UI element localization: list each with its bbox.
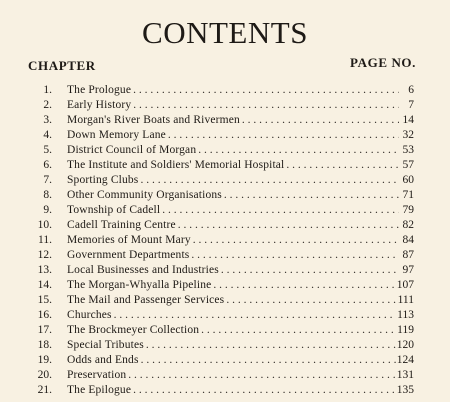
dot-leader [133, 83, 399, 98]
chapter-title: Down Memory Lane [67, 129, 166, 141]
dot-leader [168, 128, 399, 143]
toc-entry [0, 338, 450, 353]
chapter-number: 16. [37, 309, 52, 321]
dot-leader [146, 338, 396, 353]
dot-leader [242, 113, 399, 128]
chapter-title: Special Tributes [67, 339, 144, 351]
page-number: 111 [397, 294, 414, 306]
chapter-number: 1. [43, 84, 52, 96]
toc-entry-line [67, 143, 414, 158]
dot-leader [128, 368, 395, 383]
page-number: 32 [402, 129, 414, 141]
page-number: 60 [402, 174, 414, 186]
toc-entry [0, 368, 450, 383]
chapter-number: 5. [43, 144, 52, 156]
toc-entry-line [67, 278, 414, 293]
toc-entry [0, 383, 450, 398]
toc-entry-line [67, 98, 414, 113]
chapter-number: 20. [37, 369, 52, 381]
toc-entry [0, 188, 450, 203]
toc-entry-line [67, 128, 414, 143]
toc-entry-line [67, 383, 414, 398]
chapter-title: District Council of Morgan [67, 144, 197, 156]
chapter-number: 2. [43, 99, 52, 111]
toc-entry [0, 173, 450, 188]
toc-entry-line [67, 293, 414, 308]
toc-entry [0, 113, 450, 128]
toc-entry [0, 323, 450, 338]
toc-entry [0, 278, 450, 293]
toc-entry-line [67, 188, 414, 203]
page-number: 71 [402, 189, 414, 201]
chapter-number: 7. [43, 174, 52, 186]
chapter-title: The Brockmeyer Collection [67, 324, 200, 336]
toc-entry [0, 248, 450, 263]
dot-leader [140, 173, 399, 188]
chapter-column-header: CHAPTER [28, 58, 96, 73]
chapter-number: 12. [37, 249, 52, 261]
chapter-number: 14. [37, 279, 52, 291]
page-number: 7 [408, 99, 414, 111]
chapter-number: 6. [43, 159, 52, 171]
toc-entry-line [67, 308, 414, 323]
toc-entry [0, 143, 450, 158]
page-title: CONTENTS [142, 15, 308, 50]
dot-leader [191, 248, 399, 263]
chapter-title: Early History [67, 99, 132, 111]
dot-leader [178, 218, 399, 233]
chapter-number: 10. [37, 219, 52, 231]
toc-entry [0, 158, 450, 173]
toc-entry-line [67, 158, 414, 173]
chapter-title: Other Community Organisations [67, 189, 222, 201]
page-number: 79 [402, 204, 414, 216]
toc-entry [0, 98, 450, 113]
toc-entry [0, 263, 450, 278]
toc-entry [0, 83, 450, 98]
toc-entry [0, 218, 450, 233]
toc-entry-line [67, 353, 414, 368]
toc-entry-line [67, 233, 414, 248]
chapter-number: 3. [43, 114, 52, 126]
dot-leader [213, 278, 395, 293]
chapter-title: Sporting Clubs [67, 174, 139, 186]
chapter-title: Township of Cadell [67, 204, 161, 216]
dot-leader [133, 98, 399, 113]
chapter-title: Churches [67, 309, 112, 321]
dot-leader [224, 188, 399, 203]
chapter-title: The Prologue [67, 84, 132, 96]
dot-leader [198, 143, 399, 158]
page-number: 124 [396, 354, 414, 366]
chapter-title: Cadell Training Centre [67, 219, 176, 231]
chapter-number: 4. [43, 129, 52, 141]
dot-leader [226, 293, 396, 308]
toc-entry [0, 233, 450, 248]
chapter-title: The Mail and Passenger Services [67, 294, 225, 306]
page-number-column-header: PAGE NO. [350, 55, 416, 70]
toc-entry-line [67, 173, 414, 188]
toc-entry-line [67, 83, 414, 98]
chapter-number: 17. [37, 324, 52, 336]
page-number: 113 [397, 309, 414, 321]
page-number: 82 [402, 219, 414, 231]
page-number: 14 [402, 114, 414, 126]
toc-entry [0, 203, 450, 218]
toc-entry-line [67, 113, 414, 128]
page-number: 107 [396, 279, 414, 291]
chapter-number: 18. [37, 339, 52, 351]
dot-leader [286, 158, 399, 173]
toc-entry [0, 308, 450, 323]
dot-leader [162, 203, 399, 218]
page-number: 84 [402, 234, 414, 246]
chapter-number: 13. [37, 264, 52, 276]
page-number: 135 [396, 384, 414, 396]
chapter-number: 19. [37, 354, 52, 366]
page-number: 6 [408, 84, 414, 96]
page-number: 87 [402, 249, 414, 261]
chapter-number: 9. [43, 204, 52, 216]
chapter-number: 8. [43, 189, 52, 201]
chapter-title: Memories of Mount Mary [67, 234, 191, 246]
toc-entry [0, 353, 450, 368]
toc-entry-line [67, 338, 414, 353]
dot-leader [201, 323, 396, 338]
page-number: 53 [402, 144, 414, 156]
page-number: 120 [396, 339, 414, 351]
chapter-title: Morgan's River Boats and Rivermen [67, 114, 240, 126]
chapter-number: 11. [38, 234, 52, 246]
dot-leader [114, 308, 397, 323]
dot-leader [141, 353, 396, 368]
chapter-title: The Institute and Soldiers' Memorial Hospital [67, 159, 285, 171]
page-number: 97 [402, 264, 414, 276]
toc-entry-line [67, 263, 414, 278]
toc-entry [0, 293, 450, 308]
toc-entry-line [67, 248, 414, 263]
page-number: 57 [402, 159, 414, 171]
chapter-title: Government Departments [67, 249, 190, 261]
chapter-title: The Morgan-Whyalla Pipeline [67, 279, 212, 291]
chapter-title: Odds and Ends [67, 354, 139, 366]
chapter-title: Preservation [67, 369, 127, 381]
toc-entry-line [67, 368, 414, 383]
chapter-title: Local Businesses and Industries [67, 264, 219, 276]
toc-entry-line [67, 323, 414, 338]
toc-entry-line [67, 218, 414, 233]
toc-entry [0, 128, 450, 143]
dot-leader [133, 383, 396, 398]
dot-leader [193, 233, 399, 248]
toc-entry-line [67, 203, 414, 218]
chapter-number: 15. [37, 294, 52, 306]
page-number: 131 [396, 369, 414, 381]
chapter-number: 21. [37, 384, 52, 396]
page-number: 119 [397, 324, 414, 336]
chapter-title: The Epilogue [67, 384, 132, 396]
dot-leader [221, 263, 399, 278]
